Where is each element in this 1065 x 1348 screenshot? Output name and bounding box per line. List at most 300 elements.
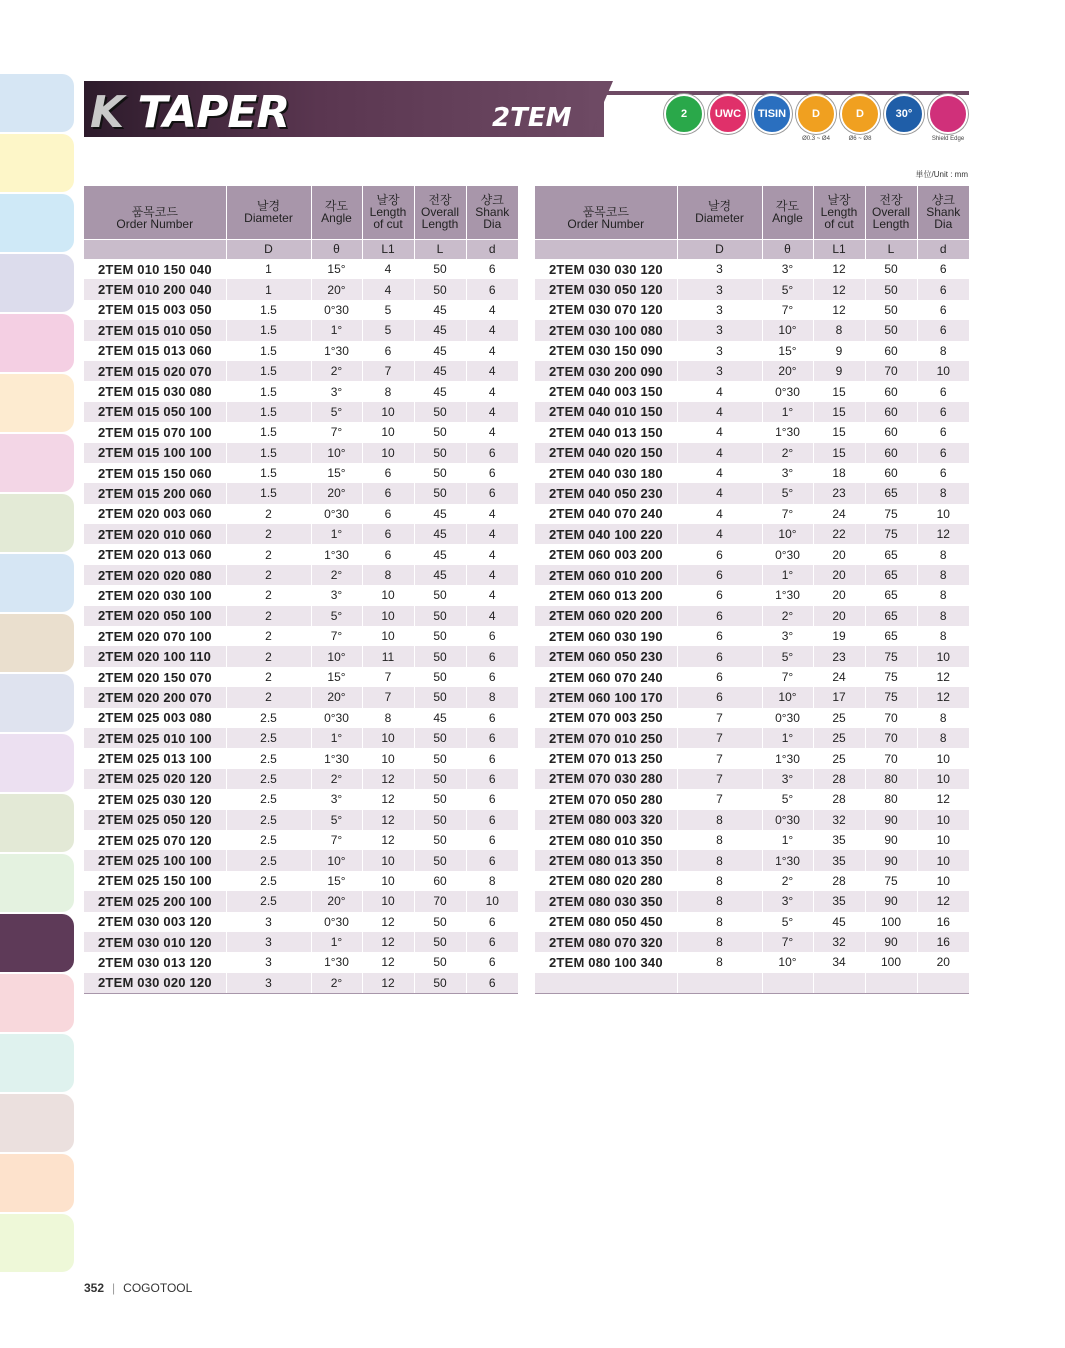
cell-overall-length: 50 bbox=[414, 667, 466, 687]
cell-shank-dia: 6 bbox=[466, 728, 518, 748]
cell-length-of-cut: 15 bbox=[813, 402, 865, 422]
cell-diameter: 7 bbox=[677, 708, 762, 728]
banner-slant bbox=[589, 81, 613, 137]
cell-angle: 5° bbox=[311, 402, 362, 422]
cell-length-of-cut: 10 bbox=[362, 850, 414, 870]
cell-angle: 1° bbox=[311, 932, 362, 952]
table-row bbox=[535, 912, 969, 932]
cell-length-of-cut: 35 bbox=[813, 891, 865, 911]
cell-length-of-cut: 28 bbox=[813, 769, 865, 789]
cell-overall-length: 50 bbox=[414, 769, 466, 789]
table-row bbox=[535, 422, 969, 442]
table-row bbox=[84, 606, 518, 626]
cell-shank-dia: 10 bbox=[917, 871, 969, 891]
cell-diameter: 4 bbox=[677, 504, 762, 524]
cell-shank-dia: 8 bbox=[917, 626, 969, 646]
cell-overall-length: 50 bbox=[414, 585, 466, 605]
cell-order-number: 2TEM 030 050 120 bbox=[535, 279, 677, 299]
cell-shank-dia: 6 bbox=[466, 463, 518, 483]
cell-overall-length: 45 bbox=[414, 565, 466, 585]
cell-diameter: 2.5 bbox=[226, 748, 311, 768]
cell-diameter: 1.5 bbox=[226, 443, 311, 463]
cell-shank-dia: 10 bbox=[917, 769, 969, 789]
cell-diameter: 2 bbox=[226, 524, 311, 544]
cell-length-of-cut: 12 bbox=[813, 259, 865, 279]
cell-overall-length: 50 bbox=[414, 789, 466, 809]
sym-l: L bbox=[414, 239, 466, 259]
sym-d: D bbox=[677, 239, 762, 259]
side-tab[interactable] bbox=[0, 494, 74, 552]
cell-length-of-cut: 15 bbox=[813, 381, 865, 401]
cell-diameter: 3 bbox=[226, 932, 311, 952]
cell-overall-length: 60 bbox=[865, 463, 917, 483]
cell-length-of-cut: 35 bbox=[813, 830, 865, 850]
side-tab[interactable] bbox=[0, 254, 74, 312]
cell-angle: 3° bbox=[311, 381, 362, 401]
cell-overall-length: 90 bbox=[865, 891, 917, 911]
cell-diameter: 2 bbox=[226, 585, 311, 605]
cell-shank-dia: 4 bbox=[466, 341, 518, 361]
cell-overall-length: 60 bbox=[414, 871, 466, 891]
cell-order-number: 2TEM 020 003 060 bbox=[98, 506, 212, 522]
table-row bbox=[84, 667, 518, 687]
cell-order-number: 2TEM 025 150 100 bbox=[98, 873, 212, 889]
cell-angle: 5° bbox=[311, 606, 362, 626]
cell-shank-dia: 6 bbox=[917, 320, 969, 340]
cell-order-number: 2TEM 070 010 250 bbox=[535, 728, 677, 748]
cell-order-number: 2TEM 025 070 120 bbox=[98, 832, 212, 848]
cell-overall-length: 50 bbox=[414, 973, 466, 993]
cell-shank-dia: 12 bbox=[917, 524, 969, 544]
cell-shank-dia: 6 bbox=[466, 952, 518, 972]
cell-overall-length: 80 bbox=[865, 789, 917, 809]
col-length-of-cut: 날장 Length of cut bbox=[813, 186, 865, 239]
cell-shank-dia: 6 bbox=[917, 381, 969, 401]
cell-angle: 10° bbox=[762, 687, 813, 707]
cell-angle: 15° bbox=[311, 871, 362, 891]
cell-length-of-cut: 19 bbox=[813, 626, 865, 646]
cell-overall-length: 90 bbox=[865, 810, 917, 830]
col-order-number: 품목코드 Order Number bbox=[535, 186, 677, 239]
side-tab[interactable] bbox=[0, 1214, 74, 1272]
cell-order-number: 2TEM 070 013 250 bbox=[549, 751, 663, 767]
cell-order-number: 2TEM 040 010 150 bbox=[535, 402, 677, 422]
cell-angle: 0°30 bbox=[762, 810, 813, 830]
table-row bbox=[84, 952, 518, 972]
title-taper: TAPER bbox=[137, 87, 290, 138]
sym-l1: L1 bbox=[813, 239, 865, 259]
cell-angle: 1° bbox=[762, 830, 813, 850]
cell-diameter: 8 bbox=[677, 891, 762, 911]
cell-length-of-cut: 12 bbox=[362, 912, 414, 932]
cell-shank-dia: 4 bbox=[466, 320, 518, 340]
cell-order-number: 2TEM 020 150 070 bbox=[98, 669, 212, 685]
cell-angle: 15° bbox=[311, 463, 362, 483]
cell-overall-length: 50 bbox=[414, 952, 466, 972]
cell-length-of-cut: 10 bbox=[362, 748, 414, 768]
side-tab[interactable] bbox=[0, 854, 74, 912]
cell-shank-dia: 6 bbox=[466, 626, 518, 646]
table-row bbox=[535, 789, 969, 809]
sym-blank bbox=[535, 239, 677, 259]
cell-overall-length: 65 bbox=[865, 626, 917, 646]
page-number: 352 bbox=[84, 1281, 105, 1295]
table-row bbox=[84, 891, 518, 911]
table-row bbox=[535, 646, 969, 666]
cell-order-number: 2TEM 025 050 120 bbox=[84, 810, 226, 830]
table-row bbox=[84, 748, 518, 768]
cell-order-number: 2TEM 025 010 100 bbox=[84, 728, 226, 748]
cell-order-number: 2TEM 010 200 040 bbox=[84, 279, 226, 299]
cell-length-of-cut: 4 bbox=[362, 279, 414, 299]
cell-angle: 1° bbox=[311, 728, 362, 748]
helix-30-icon: 30° bbox=[884, 94, 924, 134]
cell-length-of-cut: 8 bbox=[362, 381, 414, 401]
cell-overall-length: 50 bbox=[414, 728, 466, 748]
table-row bbox=[84, 626, 518, 646]
table-row bbox=[535, 667, 969, 687]
cell-shank-dia: 6 bbox=[466, 259, 518, 279]
cell-diameter: 8 bbox=[677, 871, 762, 891]
table-row bbox=[535, 483, 969, 503]
cell-order-number: 2TEM 040 013 150 bbox=[549, 424, 663, 440]
cell-shank-dia: 8 bbox=[917, 565, 969, 585]
cell-diameter: 2 bbox=[226, 626, 311, 646]
cell-diameter: 2 bbox=[226, 646, 311, 666]
cell-shank-dia: 4 bbox=[466, 381, 518, 401]
cell-shank-dia: 4 bbox=[466, 524, 518, 544]
footer-separator: | bbox=[112, 1281, 116, 1295]
cell-angle: 3° bbox=[762, 769, 813, 789]
cell-shank-dia: 6 bbox=[466, 708, 518, 728]
side-tab[interactable] bbox=[0, 734, 74, 792]
cell-order-number bbox=[535, 973, 677, 993]
cell-order-number: 2TEM 070 050 280 bbox=[549, 791, 663, 807]
cell-length-of-cut: 10 bbox=[362, 585, 414, 605]
page-title bbox=[90, 87, 289, 138]
side-tab[interactable] bbox=[0, 1154, 74, 1212]
feature-icons bbox=[664, 94, 969, 148]
cell-length-of-cut: 8 bbox=[362, 708, 414, 728]
cell-shank-dia: 6 bbox=[466, 810, 518, 830]
sym-l: L bbox=[865, 239, 917, 259]
cell-length-of-cut: 6 bbox=[362, 524, 414, 544]
cell-overall-length: 80 bbox=[865, 769, 917, 789]
cell-overall-length: 45 bbox=[414, 300, 466, 320]
table-row bbox=[535, 585, 969, 605]
cell-order-number: 2TEM 080 013 350 bbox=[535, 850, 677, 870]
sym-theta: θ bbox=[762, 239, 813, 259]
cell-shank-dia: 16 bbox=[917, 912, 969, 932]
cell-length-of-cut: 9 bbox=[813, 361, 865, 381]
col-length-of-cut: 날장 Length of cut bbox=[362, 186, 414, 239]
side-color-tabs bbox=[0, 74, 74, 1274]
cell-overall-length: 50 bbox=[414, 483, 466, 503]
cell-order-number: 2TEM 025 030 120 bbox=[98, 791, 212, 807]
table-row bbox=[84, 728, 518, 748]
table-row bbox=[84, 544, 518, 564]
side-tab[interactable] bbox=[0, 794, 74, 852]
cell-diameter: 2 bbox=[226, 565, 311, 585]
cell-diameter: 2.5 bbox=[226, 789, 311, 809]
cell-shank-dia: 6 bbox=[466, 830, 518, 850]
cell-angle: 20° bbox=[311, 687, 362, 707]
cell-diameter: 3 bbox=[677, 300, 762, 320]
cell-overall-length: 90 bbox=[865, 850, 917, 870]
cell-length-of-cut: 18 bbox=[813, 463, 865, 483]
cell-shank-dia: 6 bbox=[466, 973, 518, 993]
cell-length-of-cut: 8 bbox=[813, 320, 865, 340]
cell-shank-dia: 6 bbox=[917, 259, 969, 279]
cell-angle: 5° bbox=[762, 279, 813, 299]
cell-overall-length: 70 bbox=[865, 361, 917, 381]
table-row bbox=[535, 626, 969, 646]
cell-angle: 10° bbox=[762, 320, 813, 340]
cell-diameter: 1 bbox=[226, 259, 311, 279]
cell-diameter: 8 bbox=[677, 952, 762, 972]
cell-overall-length: 65 bbox=[865, 585, 917, 605]
cell-angle: 15° bbox=[311, 667, 362, 687]
table-row bbox=[535, 565, 969, 585]
cell-overall-length: 60 bbox=[865, 381, 917, 401]
cell-order-number: 2TEM 080 030 350 bbox=[535, 891, 677, 911]
cell-order-number: 2TEM 040 020 150 bbox=[535, 443, 677, 463]
side-tab[interactable] bbox=[0, 554, 74, 612]
cell-length-of-cut: 12 bbox=[362, 973, 414, 993]
cell-shank-dia: 4 bbox=[466, 585, 518, 605]
cell-angle: 1° bbox=[762, 728, 813, 748]
cell-diameter: 2.5 bbox=[226, 871, 311, 891]
cell-length-of-cut: 7 bbox=[362, 667, 414, 687]
cell-order-number: 2TEM 015 003 050 bbox=[98, 302, 212, 318]
cell-shank-dia: 4 bbox=[466, 565, 518, 585]
cell-angle: 0°30 bbox=[311, 708, 362, 728]
cell-shank-dia: 10 bbox=[917, 361, 969, 381]
table-row bbox=[535, 871, 969, 891]
cell-shank-dia: 12 bbox=[917, 687, 969, 707]
cell-length-of-cut: 9 bbox=[813, 341, 865, 361]
cell-order-number: 2TEM 030 003 120 bbox=[98, 914, 212, 930]
cell-angle: 0°30 bbox=[311, 300, 362, 320]
table-row bbox=[535, 769, 969, 789]
cell-order-number: 2TEM 030 070 120 bbox=[549, 302, 663, 318]
cell-angle: 1°30 bbox=[762, 585, 813, 605]
brand-name: COGOTOOL bbox=[123, 1281, 193, 1295]
table-row bbox=[84, 932, 518, 952]
cell-order-number: 2TEM 080 100 340 bbox=[549, 954, 663, 970]
cell-angle: 5° bbox=[762, 789, 813, 809]
cell-length-of-cut: 22 bbox=[813, 524, 865, 544]
cell-order-number: 2TEM 020 100 110 bbox=[84, 646, 226, 666]
cell-shank-dia: 6 bbox=[466, 667, 518, 687]
cell-shank-dia: 8 bbox=[917, 544, 969, 564]
cell-diameter: 4 bbox=[677, 463, 762, 483]
cell-shank-dia: 12 bbox=[917, 789, 969, 809]
cell-overall-length: 90 bbox=[865, 830, 917, 850]
cell-shank-dia: 6 bbox=[466, 769, 518, 789]
cell-diameter: 6 bbox=[677, 585, 762, 605]
side-tab[interactable] bbox=[0, 674, 74, 732]
table-row bbox=[535, 748, 969, 768]
cell-angle: 10° bbox=[762, 952, 813, 972]
side-tab[interactable] bbox=[0, 914, 74, 972]
cell-diameter: 6 bbox=[677, 646, 762, 666]
cell-overall-length: 65 bbox=[865, 606, 917, 626]
side-tab[interactable] bbox=[0, 374, 74, 432]
table-row bbox=[535, 504, 969, 524]
cell-order-number: 2TEM 020 010 060 bbox=[84, 524, 226, 544]
cell-length-of-cut: 11 bbox=[362, 646, 414, 666]
table-row bbox=[535, 544, 969, 564]
cell-order-number: 2TEM 025 013 100 bbox=[98, 751, 212, 767]
cell-diameter: 8 bbox=[677, 830, 762, 850]
table-row bbox=[535, 932, 969, 952]
cell-diameter: 8 bbox=[677, 810, 762, 830]
side-tab[interactable] bbox=[0, 194, 74, 252]
cell-order-number: 2TEM 010 150 040 bbox=[98, 261, 212, 277]
cell-angle: 7° bbox=[762, 504, 813, 524]
cell-angle: 10° bbox=[311, 646, 362, 666]
table-row bbox=[84, 259, 518, 279]
cell-diameter: 2.5 bbox=[226, 708, 311, 728]
cell-diameter: 3 bbox=[677, 279, 762, 299]
cell-diameter: 8 bbox=[677, 912, 762, 932]
cell-angle: 1°30 bbox=[311, 341, 362, 361]
table-row bbox=[535, 341, 969, 361]
cell-length-of-cut bbox=[813, 973, 865, 993]
table-row bbox=[535, 810, 969, 830]
cell-diameter: 7 bbox=[677, 728, 762, 748]
side-tab[interactable] bbox=[0, 314, 74, 372]
cell-shank-dia: 4 bbox=[466, 504, 518, 524]
cell-angle: 2° bbox=[311, 973, 362, 993]
cell-diameter: 8 bbox=[677, 850, 762, 870]
cell-shank-dia: 6 bbox=[466, 748, 518, 768]
cell-diameter: 6 bbox=[677, 687, 762, 707]
cell-overall-length: 70 bbox=[414, 891, 466, 911]
cell-order-number: 2TEM 025 100 100 bbox=[84, 850, 226, 870]
table-row bbox=[535, 402, 969, 422]
table-row bbox=[535, 320, 969, 340]
title-k: K bbox=[90, 87, 124, 138]
cell-overall-length: 65 bbox=[865, 483, 917, 503]
cell-overall-length: 50 bbox=[414, 422, 466, 442]
cell-length-of-cut: 8 bbox=[362, 565, 414, 585]
table-row bbox=[84, 422, 518, 442]
cell-angle: 20° bbox=[311, 483, 362, 503]
cell-overall-length: 75 bbox=[865, 687, 917, 707]
cell-length-of-cut: 10 bbox=[362, 626, 414, 646]
sym-shank-d: d bbox=[466, 239, 518, 259]
cell-diameter: 1.5 bbox=[226, 381, 311, 401]
cell-shank-dia: 6 bbox=[917, 402, 969, 422]
cell-shank-dia: 6 bbox=[917, 300, 969, 320]
col-angle: 각도 Angle bbox=[311, 186, 362, 239]
cell-shank-dia: 10 bbox=[917, 646, 969, 666]
side-tab[interactable] bbox=[0, 974, 74, 1032]
cell-angle: 7° bbox=[762, 300, 813, 320]
cell-diameter: 6 bbox=[677, 626, 762, 646]
cell-shank-dia: 16 bbox=[917, 932, 969, 952]
cell-shank-dia: 8 bbox=[917, 585, 969, 605]
table-row bbox=[84, 912, 518, 932]
cell-angle: 2° bbox=[762, 443, 813, 463]
sym-l1: L1 bbox=[362, 239, 414, 259]
cell-order-number: 2TEM 015 100 100 bbox=[84, 443, 226, 463]
table-row bbox=[535, 279, 969, 299]
table-row bbox=[84, 279, 518, 299]
tolerance-d2-caption: Ø6 ~ Ø8 bbox=[848, 136, 872, 142]
cell-shank-dia: 8 bbox=[466, 687, 518, 707]
cell-order-number: 2TEM 070 003 250 bbox=[549, 710, 663, 726]
cell-diameter: 4 bbox=[677, 483, 762, 503]
table-row bbox=[84, 402, 518, 422]
side-tab[interactable] bbox=[0, 1034, 74, 1092]
cell-length-of-cut: 28 bbox=[813, 789, 865, 809]
cell-order-number: 2TEM 015 030 080 bbox=[98, 384, 212, 400]
cell-diameter: 2.5 bbox=[226, 769, 311, 789]
cell-overall-length: 45 bbox=[414, 320, 466, 340]
col-angle: 각도 Angle bbox=[762, 186, 813, 239]
cell-length-of-cut: 10 bbox=[362, 422, 414, 442]
table-row bbox=[84, 300, 518, 320]
side-tab[interactable] bbox=[0, 134, 74, 192]
side-tab[interactable] bbox=[0, 74, 74, 132]
side-tab[interactable] bbox=[0, 1094, 74, 1152]
cell-angle: 1°30 bbox=[311, 544, 362, 564]
cell-shank-dia: 6 bbox=[466, 483, 518, 503]
cell-angle: 2° bbox=[311, 769, 362, 789]
cell-overall-length: 45 bbox=[414, 381, 466, 401]
cell-order-number: 2TEM 060 050 230 bbox=[535, 646, 677, 666]
cell-overall-length: 50 bbox=[865, 259, 917, 279]
col-diameter: 날경 Diameter bbox=[226, 186, 311, 239]
cell-length-of-cut: 10 bbox=[362, 871, 414, 891]
cell-diameter: 1 bbox=[226, 279, 311, 299]
cell-shank-dia: 4 bbox=[466, 544, 518, 564]
cell-length-of-cut: 7 bbox=[362, 687, 414, 707]
cell-diameter: 6 bbox=[677, 565, 762, 585]
cell-angle: 7° bbox=[311, 626, 362, 646]
cell-length-of-cut: 6 bbox=[362, 504, 414, 524]
cell-diameter: 6 bbox=[677, 606, 762, 626]
cell-angle: 2° bbox=[311, 565, 362, 585]
cell-order-number: 2TEM 020 070 100 bbox=[98, 628, 212, 644]
side-tab[interactable] bbox=[0, 434, 74, 492]
cell-diameter: 2 bbox=[226, 606, 311, 626]
side-tab[interactable] bbox=[0, 614, 74, 672]
cell-shank-dia: 12 bbox=[917, 891, 969, 911]
cell-length-of-cut: 28 bbox=[813, 871, 865, 891]
cell-angle: 0°30 bbox=[762, 381, 813, 401]
cell-overall-length: 75 bbox=[865, 646, 917, 666]
cell-order-number: 2TEM 015 070 100 bbox=[98, 424, 212, 440]
cell-length-of-cut: 24 bbox=[813, 667, 865, 687]
cell-shank-dia: 6 bbox=[466, 646, 518, 666]
cell-angle: 7° bbox=[311, 830, 362, 850]
table-row bbox=[84, 973, 518, 993]
cell-order-number: 2TEM 080 020 280 bbox=[549, 873, 663, 889]
cell-overall-length: 45 bbox=[414, 341, 466, 361]
cell-order-number: 2TEM 030 010 120 bbox=[84, 932, 226, 952]
tolerance-d1-icon: D bbox=[796, 94, 836, 134]
cell-diameter: 2.5 bbox=[226, 891, 311, 911]
table-row bbox=[84, 810, 518, 830]
table-row bbox=[84, 320, 518, 340]
cell-angle: 1° bbox=[762, 565, 813, 585]
cell-length-of-cut: 4 bbox=[362, 259, 414, 279]
cell-angle: 1° bbox=[311, 320, 362, 340]
